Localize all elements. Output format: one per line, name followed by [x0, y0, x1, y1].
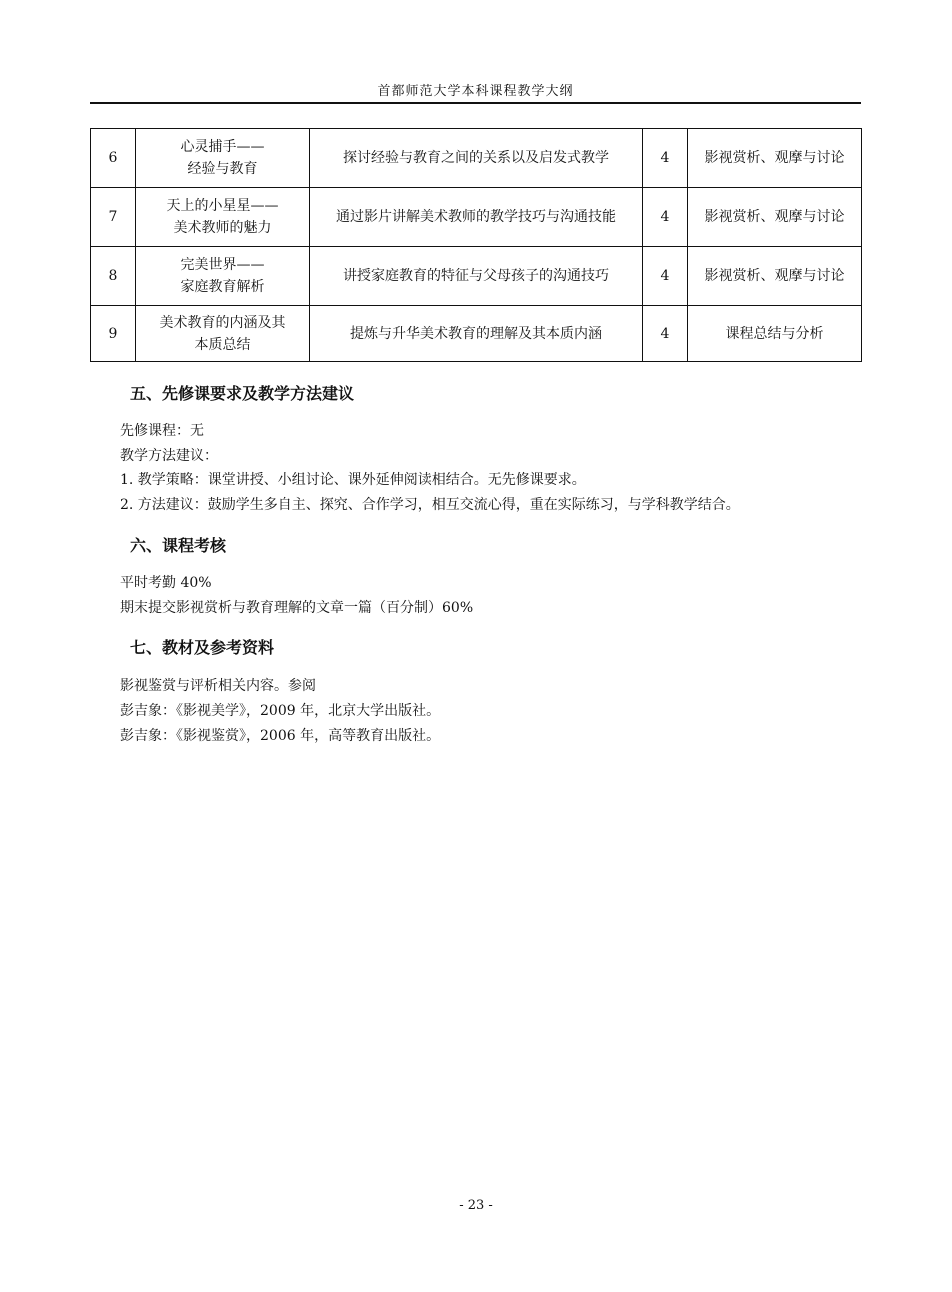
strategy-line: 1. 教学策略：课堂讲授、小组讨论、课外延伸阅读相结合。无先修课要求。 [120, 472, 586, 488]
row-method: 影视赏析、观摩与讨论 [688, 247, 862, 306]
schedule-table [90, 128, 862, 362]
final-essay-line: 期末提交影视赏析与教育理解的文章一篇（百分制）60% [120, 600, 474, 616]
row-topic: 完美世界—— 家庭教育解析 [136, 247, 310, 306]
row-content: 提炼与升华美术教育的理解及其本质内涵 [310, 306, 643, 362]
attendance-line: 平时考勤 40% [120, 575, 212, 591]
row-hours: 4 [643, 247, 688, 306]
reference-item: 彭吉象：《影视鉴赏》，2006 年，高等教育出版社。 [120, 728, 441, 744]
row-number: 8 [91, 247, 136, 306]
table-row [91, 247, 862, 306]
row-content: 探讨经验与教育之间的关系以及启发式教学 [310, 129, 643, 188]
row-number: 9 [91, 306, 136, 362]
header-rule [90, 102, 861, 104]
row-number: 7 [91, 188, 136, 247]
suggestion-line: 2. 方法建议：鼓励学生多自主、探究、合作学习，相互交流心得，重在实际练习，与学科教学结合。 [120, 497, 740, 513]
row-topic: 美术教育的内涵及其 本质总结 [136, 306, 310, 362]
prerequisite-line: 先修课程：无 [120, 423, 204, 439]
table-row [91, 188, 862, 247]
row-hours: 4 [643, 129, 688, 188]
section-5-title: 五、先修课要求及教学方法建议 [130, 384, 355, 403]
row-hours: 4 [643, 188, 688, 247]
row-method: 课程总结与分析 [688, 306, 862, 362]
row-content: 讲授家庭教育的特征与父母孩子的沟通技巧 [310, 247, 643, 306]
row-content: 通过影片讲解美术教师的教学技巧与沟通技能 [310, 188, 643, 247]
reference-intro-line: 影视鉴赏与评析相关内容。参阅 [120, 678, 316, 694]
method-heading-line: 教学方法建议： [120, 448, 218, 464]
row-topic: 心灵捕手—— 经验与教育 [136, 129, 310, 188]
row-method: 影视赏析、观摩与讨论 [688, 129, 862, 188]
table-row [91, 306, 862, 362]
row-hours: 4 [643, 306, 688, 362]
row-number: 6 [91, 129, 136, 188]
page-number: - 23 - [459, 1198, 493, 1213]
section-7-title: 七、教材及参考资料 [130, 638, 275, 657]
reference-item: 彭吉象：《影视美学》，2009 年，北京大学出版社。 [120, 703, 441, 719]
table-row [91, 129, 862, 188]
row-topic: 天上的小星星—— 美术教师的魅力 [136, 188, 310, 247]
section-6-title: 六、课程考核 [130, 536, 227, 555]
page-header-title: 首都师范大学本科课程教学大纲 [377, 84, 574, 99]
row-method: 影视赏析、观摩与讨论 [688, 188, 862, 247]
